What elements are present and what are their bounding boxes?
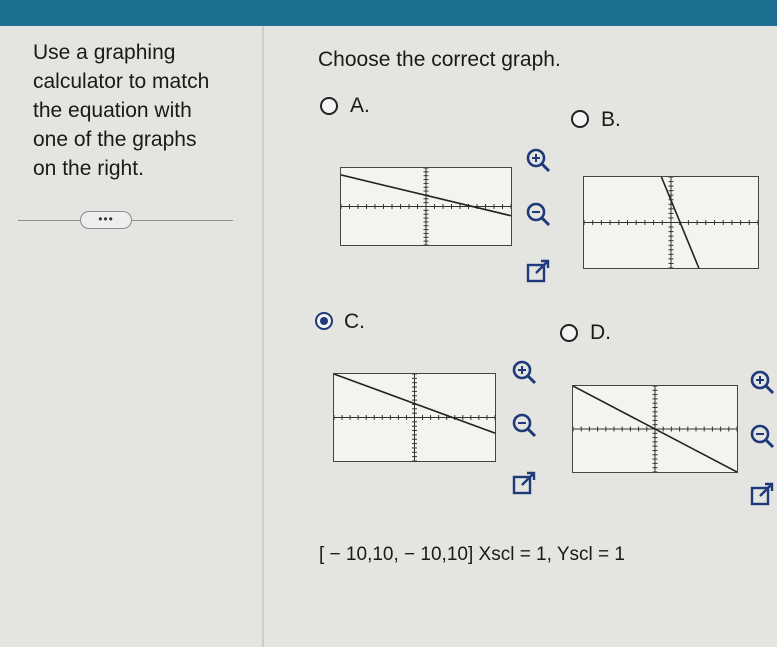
graph-canvas [334, 374, 495, 461]
graph-canvas [573, 386, 737, 472]
pane-divider[interactable] [262, 26, 264, 647]
radio-option-a[interactable] [320, 97, 338, 115]
graph-c[interactable] [333, 373, 496, 462]
zoom-in-icon[interactable] [510, 358, 538, 386]
zoom-out-icon[interactable] [748, 422, 776, 450]
graph-b[interactable] [583, 176, 759, 269]
graph-d[interactable] [572, 385, 738, 473]
radio-option-c[interactable] [315, 312, 333, 330]
radio-option-b[interactable] [571, 110, 589, 128]
radio-option-d[interactable] [560, 324, 578, 342]
option-d-label: D. [590, 321, 611, 344]
option-b-label: B. [601, 108, 621, 131]
option-a-label: A. [350, 94, 370, 117]
graph-a[interactable] [340, 167, 512, 246]
top-bar [0, 0, 777, 26]
graph-canvas [584, 177, 758, 268]
zoom-out-icon[interactable] [510, 411, 538, 439]
new-window-icon[interactable] [510, 470, 538, 498]
more-button[interactable]: ••• [80, 211, 132, 229]
zoom-in-icon[interactable] [748, 368, 776, 396]
separator-line-left [18, 220, 80, 221]
instruction-text: Use a graphing calculator to match the equation with one of the graphs on the right. [33, 41, 210, 180]
zoom-out-icon[interactable] [524, 200, 552, 228]
question-text: Choose the correct graph. [318, 48, 561, 71]
option-c-label: C. [344, 310, 365, 333]
separator-line-right [130, 220, 233, 221]
new-window-icon[interactable] [748, 481, 776, 509]
new-window-icon[interactable] [524, 258, 552, 286]
graph-canvas [341, 168, 511, 245]
window-settings-text: [ − 10,10, − 10,10] Xscl = 1, Yscl = 1 [319, 544, 625, 565]
zoom-in-icon[interactable] [524, 146, 552, 174]
